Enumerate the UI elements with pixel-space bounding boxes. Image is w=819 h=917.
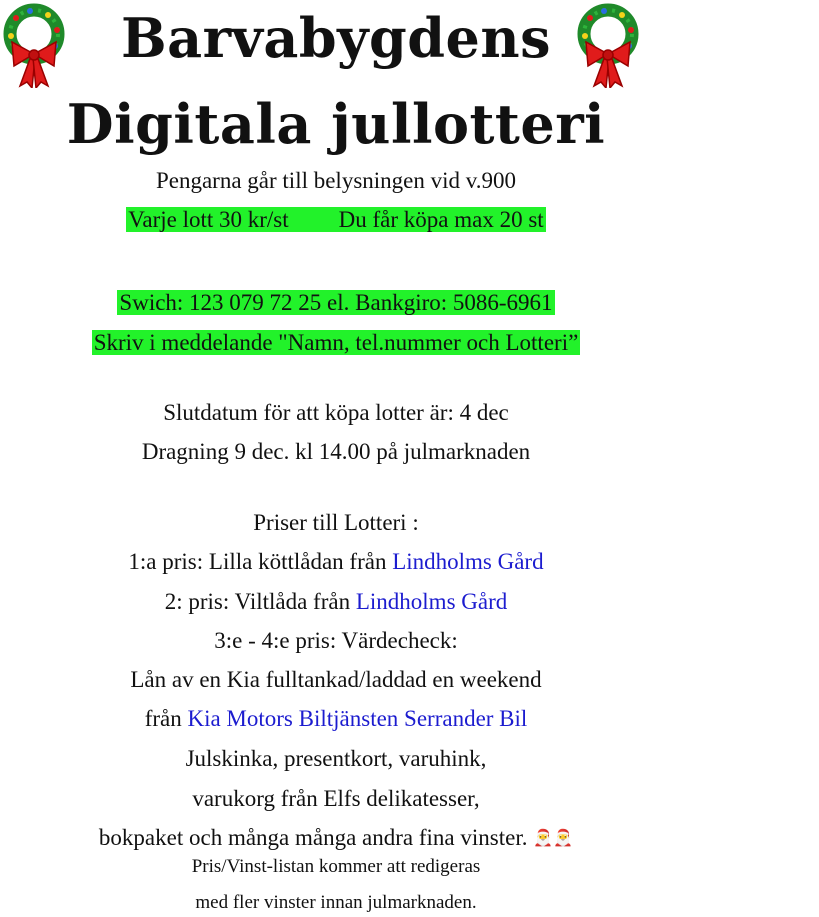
prize-second	[0, 589, 672, 615]
prize-loan-from	[0, 706, 672, 732]
ticket-info-highlight	[126, 207, 545, 232]
santa-icon: 🎅🎅	[533, 828, 574, 847]
prize-misc-1: Julskinka, presentkort, varuhink,	[185, 746, 487, 771]
max-tickets: Du får köpa max 20 st	[338, 207, 544, 232]
intro-text: Pengarna går till belysningen vid v.900	[155, 168, 517, 193]
prize-misc-3-text: bokpaket och många många andra fina vinster.	[98, 825, 528, 850]
title-line-1: Barvabygdens	[120, 6, 552, 70]
title-line-2: Digitala jullotteri	[66, 92, 606, 156]
payment-info	[0, 290, 672, 316]
prizes-heading: Priser till Lotteri :	[253, 510, 419, 535]
lindholms-gard-link[interactable]: Lindholms Gård	[355, 589, 508, 614]
prize-misc-2: varukorg från Elfs delikatesser,	[192, 786, 480, 811]
deadline-text: Slutdatum för att köpa lotter är: 4 dec	[163, 400, 509, 425]
footer-line-2: med fler vinster innan julmarknaden.	[195, 892, 477, 913]
prize-third-fourth: 3:e - 4:e pris: Värdecheck:	[214, 628, 458, 653]
prize-misc-3	[0, 825, 672, 851]
kia-motors-link[interactable]: Kia Motors Biltjänsten Serrander Bil	[187, 706, 528, 731]
message-highlight: Skriv i meddelande "Namn, tel.nummer och Lotteri”	[93, 330, 579, 355]
ticket-info	[0, 207, 672, 233]
draw-text: Dragning 9 dec. kl 14.00 på julmarknaden	[141, 439, 531, 464]
footer-line-1: Pris/Vinst-listan kommer att redigeras	[191, 856, 481, 877]
price-per-ticket: Varje lott 30 kr/st	[128, 207, 289, 232]
message-instruction	[0, 330, 672, 356]
prize-loan: Lån av en Kia fulltankad/laddad en weekend	[130, 667, 542, 692]
prize-first	[0, 549, 672, 575]
prize-first-text: 1:a pris: Lilla köttlådan från	[128, 549, 393, 574]
payment-highlight: Swich: 123 079 72 25 el. Bankgiro: 5086-6961	[119, 290, 553, 315]
prize-loan-from-text: från	[144, 706, 188, 731]
prize-second-text: 2: pris: Viltlåda från	[164, 589, 356, 614]
lindholms-gard-link[interactable]: Lindholms Gård	[392, 549, 544, 574]
